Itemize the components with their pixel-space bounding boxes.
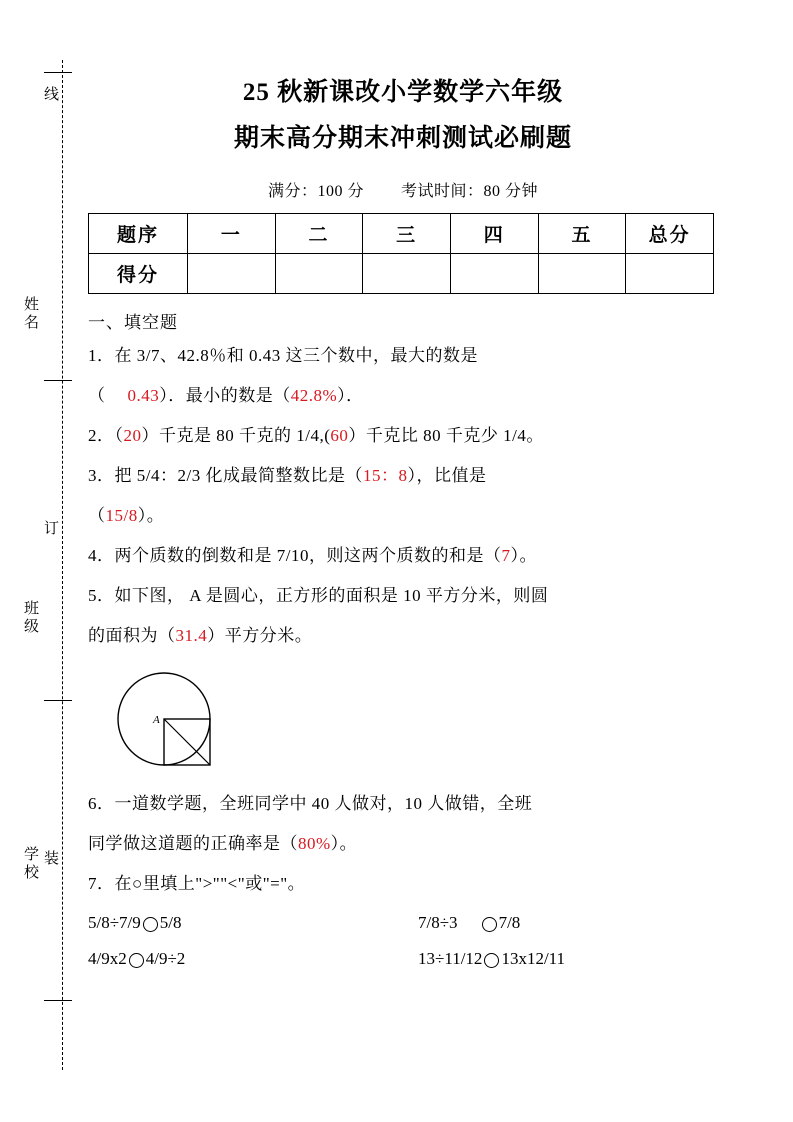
compare-circle-icon[interactable] — [143, 917, 158, 932]
q5-answer: 31.4 — [175, 626, 208, 645]
q4-pre-text: 4．两个质数的倒数和是 7/10，则这两个质数的和是（ — [88, 546, 502, 565]
q5-post-text: ）平方分米。 — [207, 626, 313, 645]
col-header-3: 三 — [363, 214, 451, 254]
seal-field-class: 班级 — [22, 600, 38, 636]
q4-answer: 7 — [501, 546, 511, 565]
question-2 — [88, 419, 718, 453]
document-body — [88, 70, 718, 977]
score-cell-5[interactable] — [538, 254, 626, 294]
seal-mark-bind: 订 — [42, 520, 58, 538]
q2-pre-text: 2．（ — [88, 426, 124, 445]
total-score-label: 满分：100 分 — [267, 183, 364, 200]
table-row-header — [89, 214, 714, 254]
comparison-1 — [88, 905, 418, 941]
q1-open-paren: （ — [88, 386, 106, 405]
seal-mark-line: 线 — [42, 86, 58, 104]
cmp-3-right: 4/9÷2 — [145, 949, 186, 968]
cmp-4-right: 13x12/11 — [501, 949, 566, 968]
row-label-score: 得分 — [89, 254, 188, 294]
q4-post-text: ）。 — [510, 546, 537, 565]
question-7-comparisons — [88, 905, 708, 977]
seal-rule-3 — [44, 700, 72, 701]
compare-circle-icon[interactable] — [484, 953, 499, 968]
question-1-line2 — [88, 379, 718, 413]
comparison-2 — [418, 905, 708, 941]
q3-answer-1: 15：8 — [362, 466, 408, 485]
q3-open-paren: （ — [88, 506, 106, 525]
cmp-3-left: 4/9x2 — [88, 949, 127, 968]
page-title-line1: 25 秋新课改小学数学六年级 — [242, 79, 564, 106]
score-cell-3[interactable] — [363, 254, 451, 294]
cmp-4-left: 13÷11/12 — [418, 949, 483, 968]
question-6-line2 — [88, 827, 718, 861]
compare-circle-icon[interactable] — [482, 917, 497, 932]
cmp-2-left: 7/8÷3 — [418, 913, 458, 932]
seal-field-school: 学校 — [22, 846, 38, 882]
comparison-row-2 — [88, 941, 708, 977]
page-title-line2: 期末高分期末冲刺测试必刷题 — [233, 125, 572, 152]
q6-pre-text: 同学做这道题的正确率是（ — [88, 834, 298, 853]
comparison-3 — [88, 941, 418, 977]
seal-rule-1 — [44, 72, 72, 73]
q2-mid-text: ）千克是 80 千克的 1/4,( — [141, 426, 331, 445]
q1-answer-1: 0.43 — [127, 386, 160, 405]
col-header-4: 四 — [450, 214, 538, 254]
question-6-line1: 6．一道数学题，全班同学中 40 人做对，10 人做错，全班 — [88, 794, 533, 813]
col-header-2: 二 — [275, 214, 363, 254]
seal-rule-4 — [44, 1000, 72, 1001]
q2-post-text: ）千克比 80 千克少 1/4。 — [348, 426, 544, 445]
table-row-scores — [89, 254, 714, 294]
seal-dashed-line — [62, 60, 63, 1070]
question-1-line1: 1．在 3/7、42.8％和 0.43 这三个数中，最大的数是 — [88, 346, 478, 365]
section-title-fill-blank: 一、填空题 — [88, 313, 178, 332]
seal-rule-2 — [44, 380, 72, 381]
question-3-line2 — [88, 499, 718, 533]
cmp-1-left: 5/8÷7/9 — [88, 913, 141, 932]
question-3-line1 — [88, 459, 718, 493]
cmp-1-right: 5/8 — [159, 913, 182, 932]
score-cell-1[interactable] — [188, 254, 276, 294]
q1-answer-2: 42.8% — [290, 386, 338, 405]
center-label: A — [153, 714, 160, 726]
col-header-total: 总分 — [626, 214, 714, 254]
question-5-line2 — [88, 619, 718, 653]
score-cell-total[interactable] — [626, 254, 714, 294]
q6-answer: 80% — [298, 834, 331, 853]
question-5-line1: 5．如下图， A 是圆心，正方形的面积是 10 平方分米，则圆 — [88, 586, 549, 605]
score-cell-2[interactable] — [275, 254, 363, 294]
score-table — [88, 213, 714, 294]
q1-mid-text: ）．最小的数是（ — [159, 386, 291, 405]
q2-answer-1: 20 — [123, 426, 142, 445]
col-header-1: 一 — [188, 214, 276, 254]
score-cell-4[interactable] — [450, 254, 538, 294]
col-header-5: 五 — [538, 214, 626, 254]
circle-square-diagram — [102, 661, 302, 781]
q3-answer-2: 15/8 — [105, 506, 138, 525]
q6-post-text: ）。 — [330, 834, 358, 853]
q2-answer-2: 60 — [330, 426, 349, 445]
q5-pre-text: 的面积为（ — [88, 626, 176, 645]
comparison-4 — [418, 941, 708, 977]
q3-post-text: ）。 — [137, 506, 165, 525]
q3-pre-text: 3．把 5/4：2/3 化成最简整数比是（ — [88, 466, 363, 485]
row-label-order: 题序 — [89, 214, 188, 254]
question-5-figure — [102, 661, 718, 781]
question-4 — [88, 539, 718, 573]
q3-mid-text: ），比值是 — [407, 466, 487, 485]
comparison-row-1 — [88, 905, 708, 941]
compare-circle-icon[interactable] — [129, 953, 144, 968]
question-7-prompt: 7．在○里填上">""<"或"="。 — [88, 874, 306, 893]
seal-field-name: 姓名 — [22, 296, 38, 332]
seal-mark-pack: 装 — [42, 850, 58, 868]
q1-close-text: ）． — [337, 386, 364, 405]
cmp-2-right: 7/8 — [498, 913, 521, 932]
seal-column — [14, 60, 60, 1070]
exam-meta — [88, 178, 718, 201]
exam-time-label: 考试时间：80 分钟 — [401, 183, 539, 200]
